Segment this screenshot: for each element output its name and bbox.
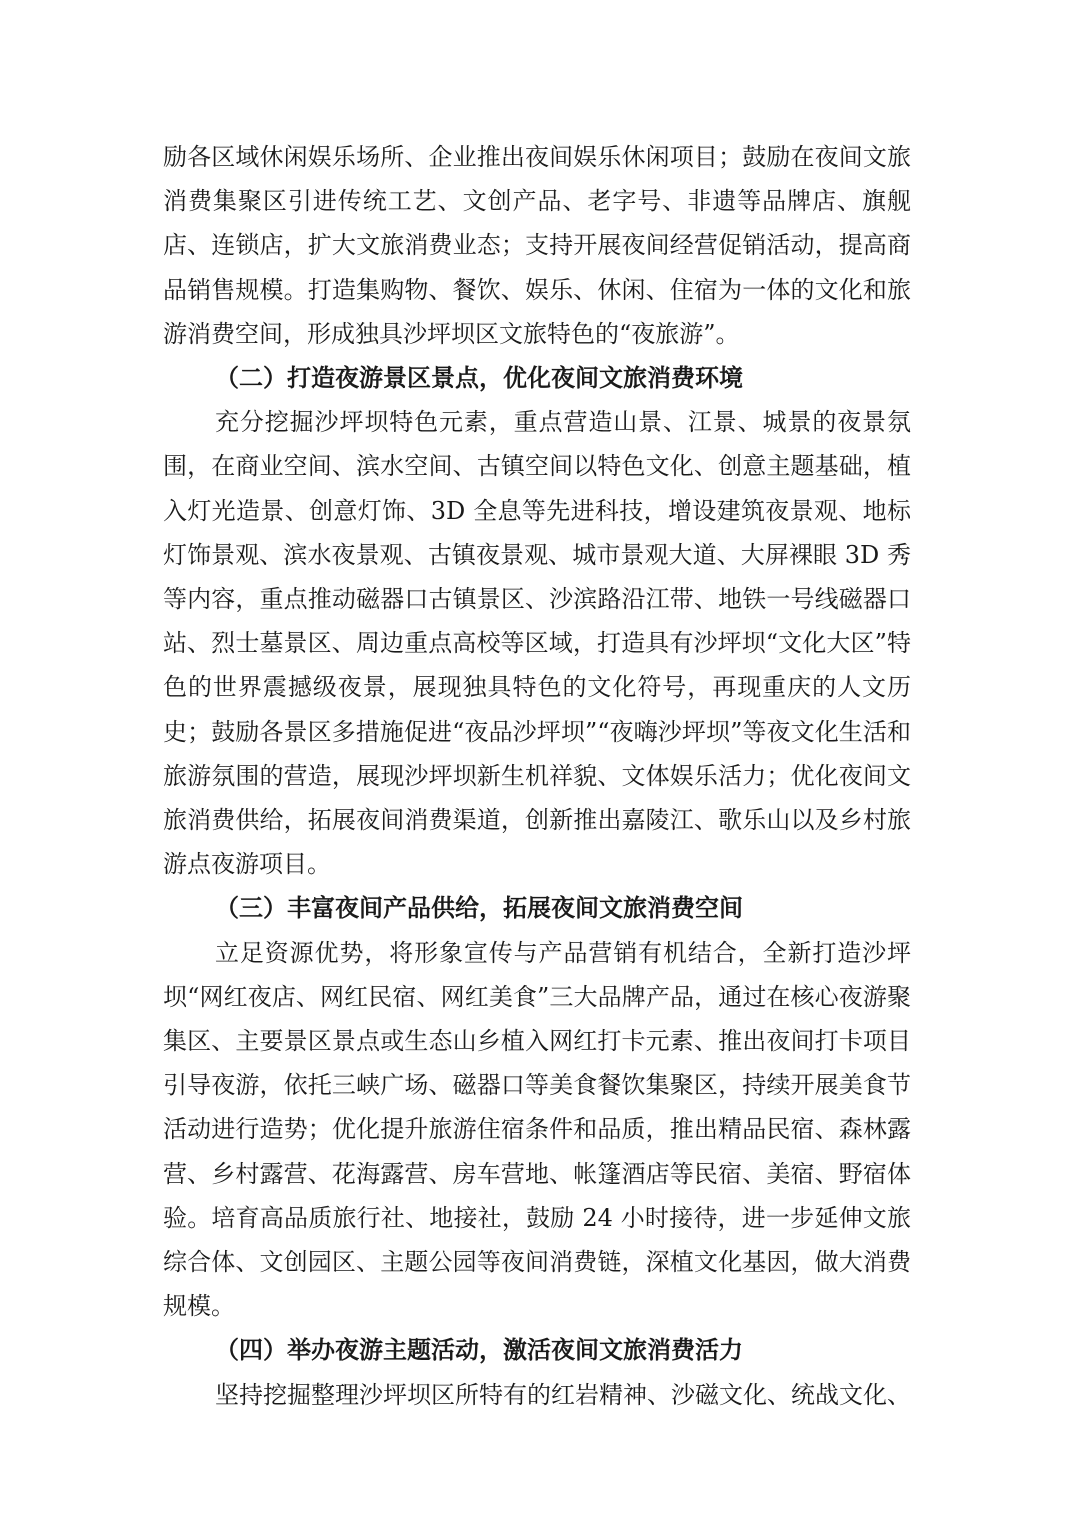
section-heading-2: （二）打造夜游景区景点，优化夜间文旅消费环境 [215, 363, 743, 393]
paragraph-continued: 励各区域休闲娱乐场所、企业推出夜间娱乐休闲项目；鼓励在夜间文旅消费集聚区引进传统工艺、文创产品、老字号、非遗等品牌店、旗舰店、连锁店，扩大文旅消费业态；支持开展夜间经营促销活动，提高商品销售规模。打造集购物、餐饮、娱乐、休闲、住宿为一体的文化和旅游消费空间，形成独具沙坪坝区文旅特色的“夜旅游”。 [163, 143, 911, 348]
paragraph-section-2: 充分挖掘沙坪坝特色元素，重点营造山景、江景、城景的夜景氛围，在商业空间、滨水空间、古镇空间以特色文化、创意主题基础，植入灯光造景、创意灯饰、3D 全息等先进科技，增设建筑夜景观、地标灯饰景观、滨水夜景观、古镇夜景观、城市景观大道、大屏裸眼 3D 秀等内容，重点推动磁器口古镇景区、沙滨路沿江带、地铁一号线磁器口站、烈士墓景区、周边重点高校等区域，打造具有沙坪坝“文化大区”特色的世界震撼级夜景，展现独具特色的文化符号，再现重庆的人文历史；鼓励各景区多措施促进“夜品沙坪坝”“夜嗨沙坪坝”等夜文化生活和旅游氛围的营造，展现沙坪坝新生机祥貌、文体娱乐活力；优化夜间文旅消费供给，拓展夜间消费渠道，创新推出嘉陵江、歌乐山以及乡村旅游点夜游项目。 [163, 408, 911, 879]
paragraph-section-3: 立足资源优势，将形象宣传与产品营销有机结合，全新打造沙坪坝“网红夜店、网红民宿、网红美食”三大品牌产品，通过在核心夜游聚集区、主要景区景点或生态山乡植入网红打卡元素、推出夜间打卡项目引导夜游，依托三峡广场、磁器口等美食餐饮集聚区，持续开展美食节活动进行造势；优化提升旅游住宿条件和品质，推出精品民宿、森林露营、乡村露营、花海露营、房车营地、帐篷酒店等民宿、美宿、野宿体验。培育高品质旅行社、地接社，鼓励 24 小时接待，进一步延伸文旅综合体、文创园区、主题公园等夜间消费链，深植文化基因，做大消费规模。 [163, 938, 911, 1321]
section-heading-4: （四）举办夜游主题活动，激活夜间文旅消费活力 [215, 1335, 743, 1365]
section-heading-3: （三）丰富夜间产品供给，拓展夜间文旅消费空间 [215, 893, 743, 923]
paragraph-section-4: 坚持挖掘整理沙坪坝区所特有的红岩精神、沙磁文化、统战文化、 [215, 1380, 911, 1409]
document-body [163, 135, 911, 1417]
